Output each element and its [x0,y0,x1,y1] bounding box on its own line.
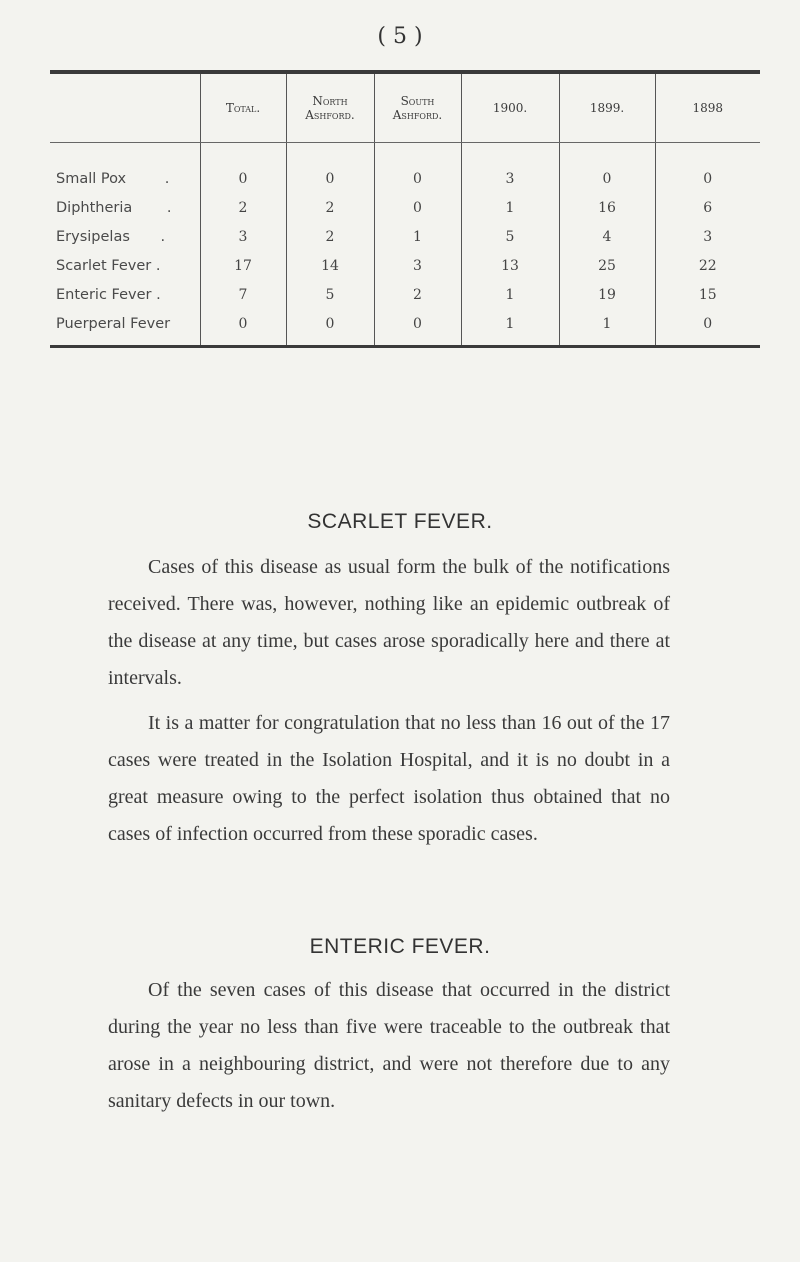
cell: 2 [286,222,374,251]
table-row [50,251,760,280]
cell: 0 [200,143,286,194]
cell: 5 [286,280,374,309]
table-row [50,280,760,309]
header-total: Total. [200,74,286,143]
cell: 2 [286,193,374,222]
cell: 0 [374,309,461,345]
header-1899: 1899. [559,74,655,143]
table-bottom-rule [50,345,760,348]
cell: 19 [559,280,655,309]
notifications-table [50,74,760,345]
cell: 22 [655,251,760,280]
cell: 3 [655,222,760,251]
cell: 1 [461,193,559,222]
row-label: Enteric Fever . [56,286,161,303]
cell: 1 [374,222,461,251]
cell: 15 [655,280,760,309]
cell: 0 [559,143,655,194]
cell: 0 [655,309,760,345]
cell: 0 [286,309,374,345]
table-row [50,193,760,222]
page-number: ( 5 ) [377,24,423,49]
row-label: Puerperal Fever [56,315,171,332]
row-label: Diphtheria . [56,199,172,216]
table-row [50,222,760,251]
enteric-fever-heading: ENTERIC FEVER. [309,935,491,958]
row-label: Small Pox . [56,170,170,187]
cell: 0 [200,309,286,345]
table-header-row [50,74,760,143]
cell: 1 [461,309,559,345]
scarlet-fever-paragraph-2: It is a matter for congratulation that no less than 16 out of the 17 cases were treated in the Isolation Hospital, and it is no doubt in a great measure owing to the perfect isolation thus obtained that no cases of infection occurred from these sporadic cases. [108,712,670,845]
cell: 3 [374,251,461,280]
cell: 2 [374,280,461,309]
cell: 5 [461,222,559,251]
cell: 1 [559,309,655,345]
header-blank [50,74,200,143]
table-row [50,143,760,194]
cell: 1 [461,280,559,309]
cell: 0 [655,143,760,194]
row-label: Erysipelas . [56,228,166,245]
cell: 4 [559,222,655,251]
disease-table [50,70,760,348]
cell: 0 [374,143,461,194]
cell: 3 [461,143,559,194]
cell: 3 [200,222,286,251]
scarlet-fever-heading: SCARLET FEVER. [307,510,493,533]
cell: 16 [559,193,655,222]
cell: 0 [374,193,461,222]
cell: 6 [655,193,760,222]
header-north-ashford: North Ashford. [286,74,374,143]
cell: 7 [200,280,286,309]
cell: 13 [461,251,559,280]
cell: 0 [286,143,374,194]
table-row [50,309,760,345]
cell: 25 [559,251,655,280]
enteric-fever-paragraph: Of the seven cases of this disease that occurred in the district during the year no less than five were traceable to the outbreak that arose in a neighbouring district, and were not therefore due to any sanitary defects in our town. [108,979,670,1112]
cell: 14 [286,251,374,280]
header-south-ashford: South Ashford. [374,74,461,143]
cell: 2 [200,193,286,222]
row-label: Scarlet Fever . [56,257,161,274]
header-1900: 1900. [461,74,559,143]
cell: 17 [200,251,286,280]
scarlet-fever-paragraph-1: Cases of this disease as usual form the bulk of the notifications received. There was, however, nothing like an epidemic outbreak of the disease at any time, but cases arose sporadically here and there at intervals. [108,556,670,689]
header-1898: 1898 [655,74,760,143]
